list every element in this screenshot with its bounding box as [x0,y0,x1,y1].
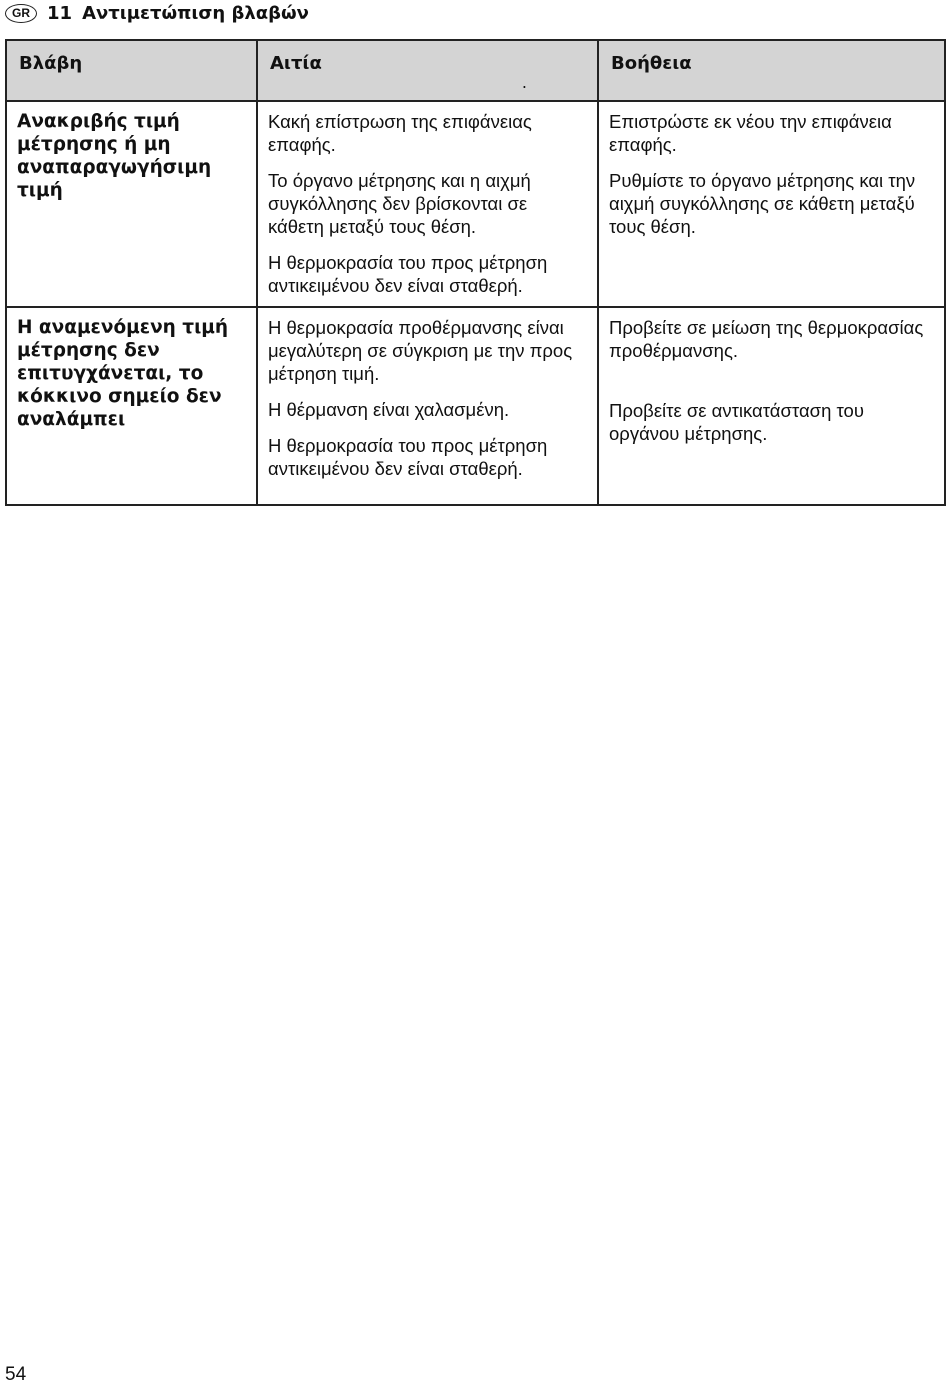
remedy-text: Προβείτε σε μείωση της θερμοκρασίας προθέρμανσης. [609,317,924,361]
column-header-fault: Βλάβη [6,40,257,101]
section-number: 11 [47,2,73,24]
cause-text: Η θέρμανση είναι χαλασμένη. [268,399,510,420]
remedy-text: Επιστρώστε εκ νέου την επιφάνεια επαφής. [609,111,892,155]
cause-cell [257,101,598,307]
header-mark: . [521,73,527,92]
cause-text: Η θερμοκρασία του προς μέτρηση αντικειμένου δεν είναι σταθερή. [268,435,548,479]
cause-text: Η θερμοκρασία του προς μέτρηση αντικειμένου δεν είναι σταθερή. [268,252,548,296]
table-header-row [6,40,945,101]
fault-cell: Η αναμενόμενη τιμή μέτρησης δεν επιτυγχάνεται, το κόκκινο σημείο δεν αναλάμπει [6,307,257,505]
troubleshooting-table [5,39,946,506]
page-header [5,2,309,24]
remedy-cell [598,307,945,505]
remedy-text: Ρυθμίστε το όργανο μέτρησης και την αιχμή συγκόλλησης σε κάθετη μεταξύ τους θέση. [609,170,916,237]
column-header-cause-label: Αιτία [270,53,322,74]
page-number: 54 [5,1364,27,1385]
cause-text: Το όργανο μέτρησης και η αιχμή συγκόλλησης δεν βρίσκονται σε κάθετη μεταξύ τους θέση. [268,170,531,237]
fault-cell: Ανακριβής τιμή μέτρησης ή μη αναπαραγωγήσιμη τιμή [6,101,257,307]
column-header-cause [257,40,598,101]
section-title: Αντιμετώπιση βλαβών [82,2,309,24]
table-row [6,307,945,505]
cause-cell [257,307,598,505]
column-header-remedy: Βοήθεια [598,40,945,101]
cause-text: Κακή επίστρωση της επιφάνειας επαφής. [268,111,532,155]
remedy-text: Προβείτε σε αντικατάσταση του οργάνου μέτρησης. [609,400,864,444]
language-badge: GR [5,4,37,23]
cause-text: Η θερμοκρασία προθέρμανσης είναι μεγαλύτερη σε σύγκριση με την προς μέτρηση τιμή. [268,317,573,384]
remedy-cell [598,101,945,307]
table-row [6,101,945,307]
